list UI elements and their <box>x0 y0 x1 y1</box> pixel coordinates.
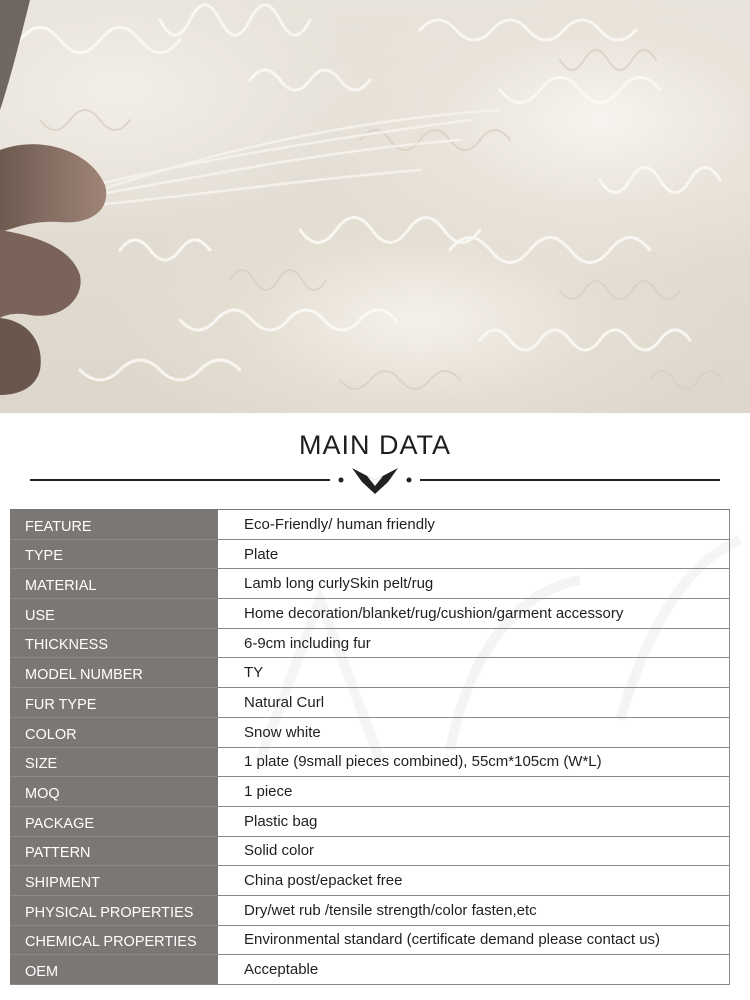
table-row <box>10 629 730 659</box>
row-label: SIZE <box>10 748 220 777</box>
table-row <box>10 569 730 599</box>
row-value: Lamb long curlySkin pelt/rug <box>220 569 730 598</box>
table-row <box>10 510 730 540</box>
row-label: SHIPMENT <box>10 866 220 895</box>
row-value: Natural Curl <box>220 688 730 717</box>
row-label: OEM <box>10 955 220 984</box>
row-value: Dry/wet rub /tensile strength/color fasten,etc <box>220 896 730 925</box>
ornament-divider <box>30 462 720 498</box>
table-row <box>10 748 730 778</box>
row-value: Solid color <box>220 837 730 866</box>
fur-photo <box>0 0 750 413</box>
row-label: FUR TYPE <box>10 688 220 717</box>
table-row <box>10 658 730 688</box>
main-data-table <box>10 509 730 985</box>
table-row <box>10 718 730 748</box>
row-value: Eco-Friendly/ human friendly <box>220 510 730 539</box>
row-label: USE <box>10 599 220 628</box>
row-label: PACKAGE <box>10 807 220 836</box>
table-row <box>10 866 730 896</box>
table-row <box>10 807 730 837</box>
row-label: COLOR <box>10 718 220 747</box>
row-label: MOQ <box>10 777 220 806</box>
row-value: Snow white <box>220 718 730 747</box>
row-value: 1 piece <box>220 777 730 806</box>
row-label: MATERIAL <box>10 569 220 598</box>
table-row <box>10 837 730 867</box>
row-label: THICKNESS <box>10 629 220 658</box>
page-title: MAIN DATA <box>298 430 451 460</box>
row-value: Acceptable <box>220 955 730 984</box>
row-value: China post/epacket free <box>220 866 730 895</box>
row-value: TY <box>220 658 730 687</box>
row-label: TYPE <box>10 540 220 569</box>
table-row <box>10 540 730 570</box>
row-value: 6-9cm including fur <box>220 629 730 658</box>
table-row <box>10 599 730 629</box>
row-label: MODEL NUMBER <box>10 658 220 687</box>
table-row <box>10 955 730 985</box>
row-value: Plastic bag <box>220 807 730 836</box>
fur-texture <box>0 0 750 413</box>
table-row <box>10 896 730 926</box>
row-label: CHEMICAL PROPERTIES <box>10 926 220 955</box>
row-label: PHYSICAL PROPERTIES <box>10 896 220 925</box>
row-value: Home decoration/blanket/rug/cushion/garment accessory <box>220 599 730 628</box>
row-label: PATTERN <box>10 837 220 866</box>
row-label: FEATURE <box>10 510 220 539</box>
table-row <box>10 688 730 718</box>
row-value: Plate <box>220 540 730 569</box>
table-row <box>10 926 730 956</box>
row-value: 1 plate (9small pieces combined), 55cm*105cm (W*L) <box>220 748 730 777</box>
row-value: Environmental standard (certificate demand please contact us) <box>220 926 730 955</box>
table-row <box>10 777 730 807</box>
